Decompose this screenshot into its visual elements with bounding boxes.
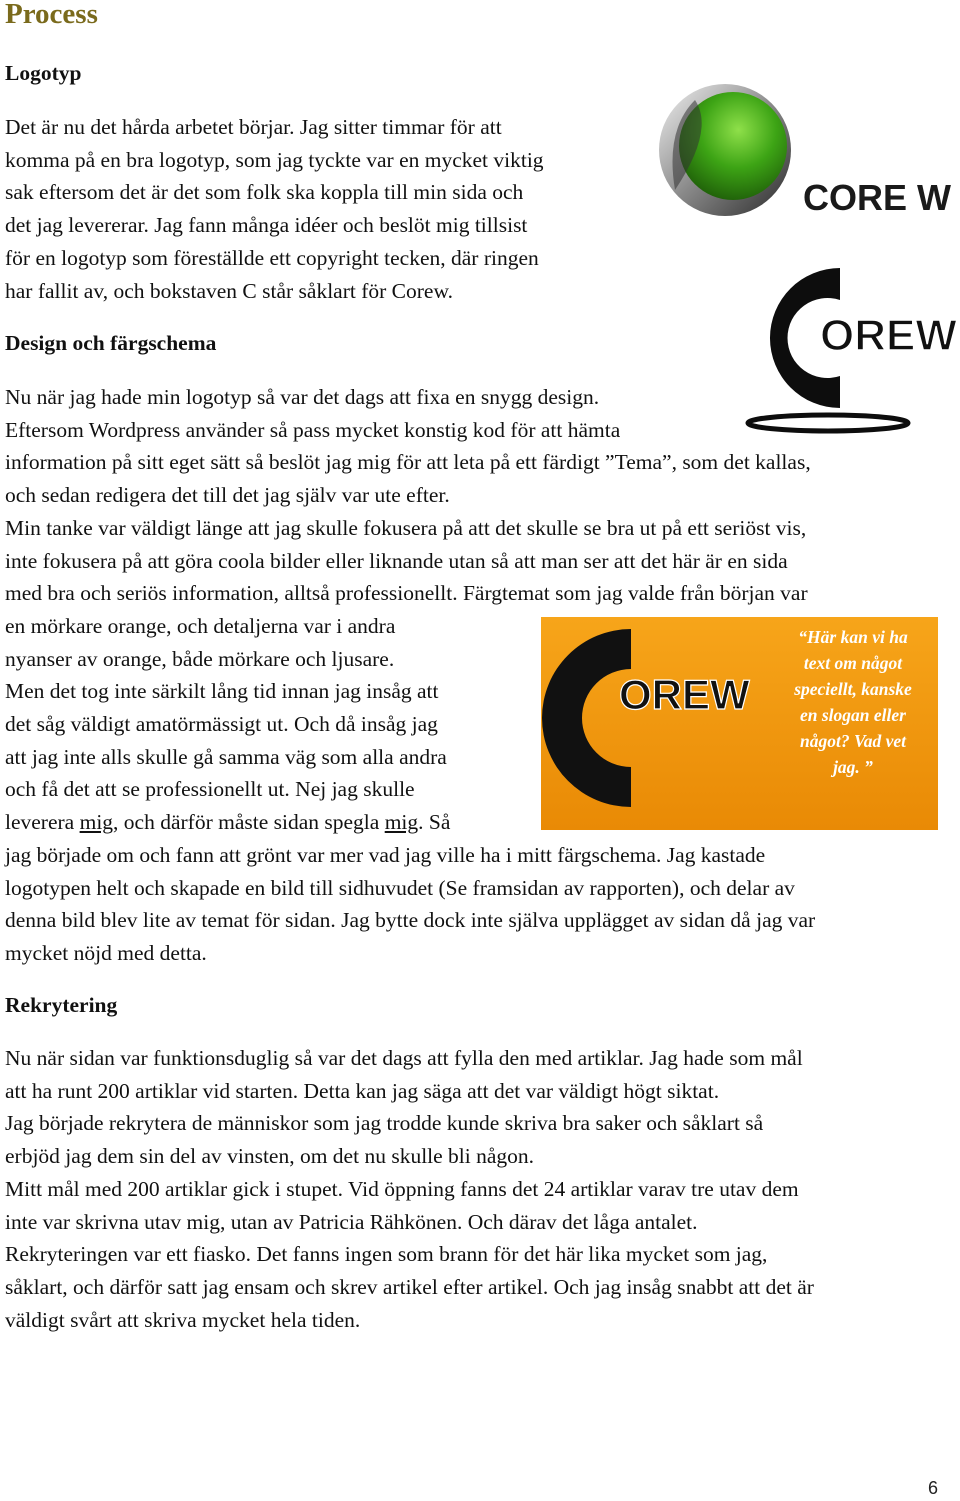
header-banner-image [541,617,938,830]
text-line: och sedan redigera det till det jag själv var ute efter. [5,483,450,508]
logo-fallen-ring [748,415,908,431]
text-line: Rekryteringen var ett fiasko. Det fanns ingen som brann för det här lika mycket som jag, [5,1242,768,1267]
paragraph-logotyp [5,111,544,307]
paragraph-rekrytering [5,1042,814,1336]
text-line: Jag började rekrytera de människor som jag trodde kunde skriva bra saker och såklart så [5,1111,764,1136]
text-line: en mörkare orange, och detaljerna var i andra [5,613,396,638]
text-line: det jag levererar. Jag fann många idéer och beslöt mig tillsist [5,213,528,238]
text-line: har fallit av, och bokstaven C står såklart för Corew. [5,278,453,303]
logo-corew-black [740,258,960,438]
banner-logo-text: OREW [619,671,750,718]
text-line: logotypen helt och skapade en bild till sidhuvudet (Se framsidan av rapporten), och delar av [5,875,795,900]
text-line: Nu när sidan var funktionsduglig så var det dags att fylla den med artiklar. Jag hade som mål [5,1046,803,1070]
text-line: Min tanke var väldigt länge att jag skulle fokusera på att det skulle se bra ut på ett seriöst vis, [5,515,807,540]
text-line: denna bild blev lite av temat för sidan. Jag bytte dock inte själva upplägget av sidan då jag var [5,908,816,933]
text-line: information på sitt eget sätt så beslöt jag mig för att leta på ett färdigt ”Tema”, som det kallas, [5,450,811,475]
text-line: att ha runt 200 artiklar vid starten. Detta kan jag säga att det var väldigt högt siktat. [5,1078,720,1103]
text-line: Eftersom Wordpress använder så pass mycket konstig kod för att hämta [5,417,621,442]
text-line: inte var skrivna utav mig, utan av Patricia Rähkönen. Och därav det låga antalet. [5,1209,698,1234]
text-line: Men det tog inte särkilt lång tid innan jag insåg att [5,679,439,704]
banner-quote-line: jag. ” [833,757,873,777]
text-line: erbjöd jag dem sin del av vinsten, om det nu skulle bli någon. [5,1144,535,1169]
text-line: med bra och seriös information, alltså professionellt. Färgtemat som jag valde från början var [5,581,808,606]
text-line: att jag inte alls skulle gå samma väg som alla andra [5,744,447,769]
text-line: nyanser av orange, både mörkare och ljusare. [5,646,395,671]
text-line: Nu när jag hade min logotyp så var det dags att fixa en snygg design. [5,385,600,409]
logo2-text: OREW [820,311,957,360]
heading-logotyp: Logotyp [5,61,82,85]
text-fragment: leverera [5,810,80,835]
text-line: såklart, och därför satt jag ensam och skrev artikel efter artikel. Och jag insåg snabbt att det är [5,1274,814,1299]
underlined-word: mig [384,810,419,835]
banner-quote-line: en slogan eller [800,705,906,725]
text-line: mycket nöjd med detta. [5,940,207,965]
text-line: det såg väldigt amatörmässigt ut. Och då insåg jag [5,712,438,737]
text-line: sak eftersom det är det som folk ska koppla till min sida och [5,180,524,205]
text-line: inte fokusera på att göra coola bilder eller liknande utan så att man ser att det här är en sida [5,548,788,573]
text-line: Mitt mål med 200 artiklar gick i stupet. Vid öppning fanns det 24 artiklar varav tre utav dem [5,1176,799,1201]
underlined-word: mig [79,810,114,835]
logo1-text: CORE W [803,177,951,218]
page-title: Process [5,0,98,30]
text-line: och få det att se professionellt ut. Nej jag skulle [5,777,415,802]
text-line: väldigt svårt att skriva mycket hela tiden. [5,1307,361,1332]
banner-quote-line: “Här kan vi ha [798,627,908,647]
page-number: 6 [927,1478,938,1498]
text-line: för en logotyp som föreställde ett copyright tecken, där ringen [5,245,539,270]
text-line: jag började om och fann att grönt var mer vad jag ville ha i mitt färgschema. Jag kastade [5,842,766,867]
heading-design: Design och färgschema [5,331,217,355]
text-fragment: . Så [418,810,451,835]
heading-rekrytering: Rekrytering [5,993,118,1017]
text-fragment: , och därför måste sidan spegla [113,810,385,835]
banner-quote-line: speciellt, kanske [794,679,912,699]
logo-green-sphere [655,70,960,260]
banner-quote-line: text om något [803,653,903,673]
banner-quote-line: något? Vad vet [800,731,906,751]
text-line: Det är nu det hårda arbetet börjar. Jag sitter timmar för att [5,115,502,139]
text-line: komma på en bra logotyp, som jag tyckte var en mycket viktig [5,147,544,172]
